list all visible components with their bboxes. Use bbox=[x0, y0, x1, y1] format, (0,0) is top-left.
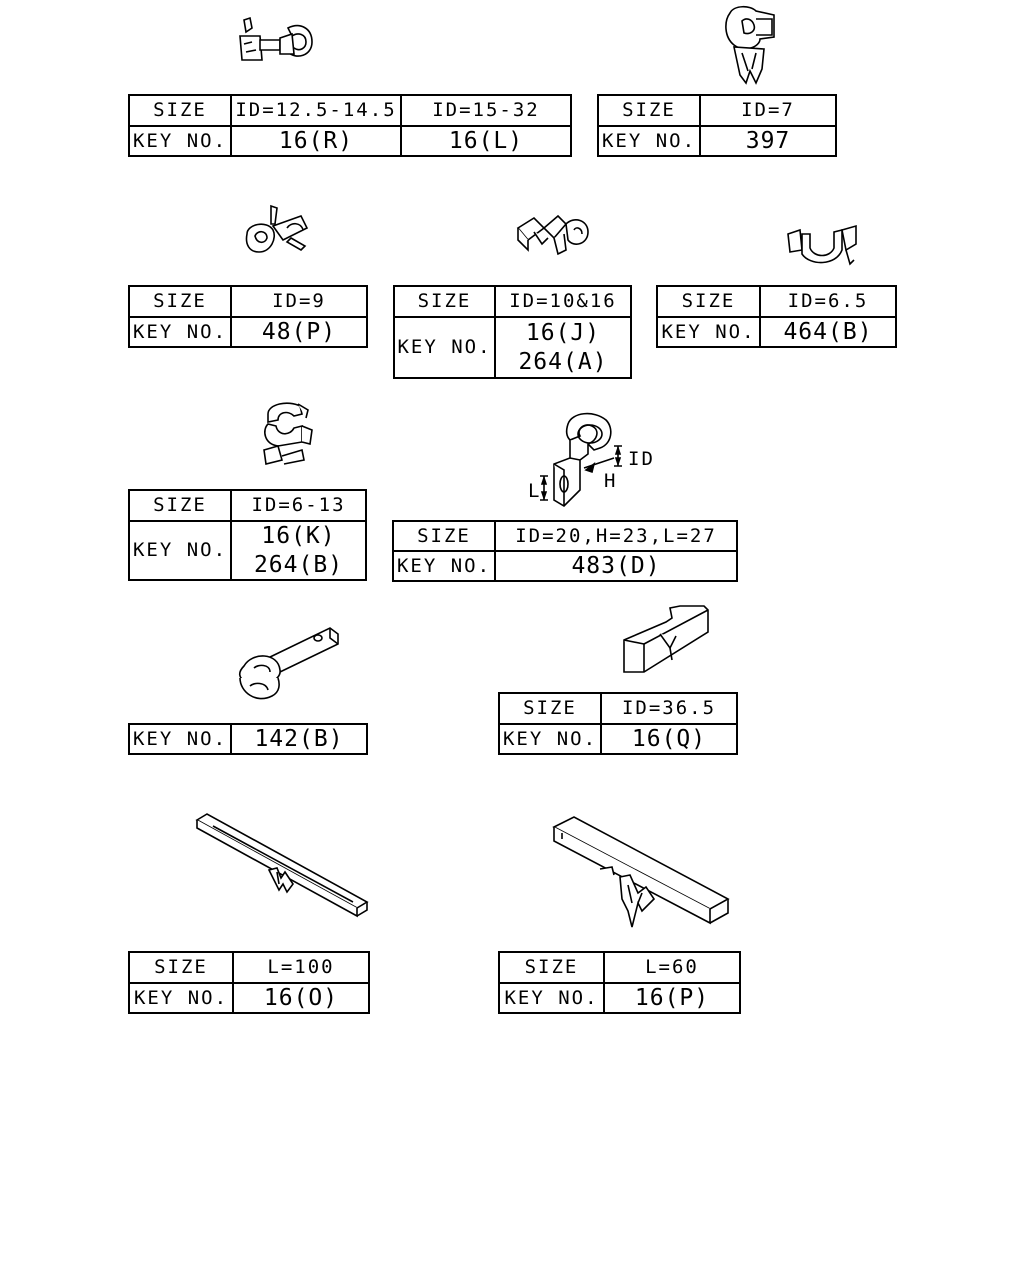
key-no-label: KEY NO. bbox=[129, 126, 231, 156]
key-no-value: 16(L) bbox=[401, 126, 571, 156]
dimension-label-id: ID bbox=[628, 448, 655, 470]
size-value: ID=15-32 bbox=[401, 95, 571, 126]
double-hose-clip-icon bbox=[514, 210, 592, 258]
key-no-label: KEY NO. bbox=[657, 317, 760, 347]
key-no-value: 16(P) bbox=[604, 983, 740, 1013]
size-value: ID=36.5 bbox=[601, 693, 737, 724]
size-value: L=60 bbox=[604, 952, 740, 983]
key-no-value: 264(A) bbox=[518, 348, 608, 375]
key-no-value: 483(D) bbox=[495, 551, 737, 581]
key-no-value: 264(B) bbox=[253, 551, 344, 578]
key-no-value: 464(B) bbox=[760, 317, 896, 347]
dimension-label-l: L bbox=[528, 480, 542, 502]
key-no-label: KEY NO. bbox=[394, 317, 495, 378]
part-table-9 bbox=[498, 692, 738, 755]
size-value: ID=6-13 bbox=[231, 490, 366, 521]
key-no-value: 142(B) bbox=[231, 724, 367, 754]
size-value: ID=6.5 bbox=[760, 286, 896, 317]
push-pin-clip-icon bbox=[720, 5, 780, 83]
size-label: SIZE bbox=[598, 95, 700, 126]
key-no-values bbox=[231, 521, 366, 580]
part-table-5 bbox=[656, 285, 897, 348]
key-no-label: KEY NO. bbox=[598, 126, 700, 156]
hose-clip-icon bbox=[243, 204, 311, 260]
size-label: SIZE bbox=[129, 286, 231, 317]
size-value: ID=12.5-14.5 bbox=[231, 95, 401, 126]
size-label: SIZE bbox=[394, 286, 495, 317]
part-table-8 bbox=[128, 723, 368, 755]
size-value: L=100 bbox=[233, 952, 369, 983]
size-label: SIZE bbox=[499, 693, 601, 724]
key-no-label: KEY NO. bbox=[129, 521, 231, 580]
size-label: SIZE bbox=[129, 490, 231, 521]
part-table-6 bbox=[128, 489, 367, 581]
key-no-value: 16(Q) bbox=[601, 724, 737, 754]
long-strip-clip-icon bbox=[193, 812, 369, 916]
size-label: SIZE bbox=[129, 95, 231, 126]
hose-clip-icon bbox=[786, 220, 860, 270]
part-table-4 bbox=[393, 285, 632, 379]
part-table-1 bbox=[128, 94, 572, 157]
key-no-values bbox=[495, 317, 631, 378]
key-no-value: 397 bbox=[700, 126, 836, 156]
key-no-value: 16(R) bbox=[231, 126, 401, 156]
size-label: SIZE bbox=[657, 286, 760, 317]
part-table-2 bbox=[597, 94, 837, 157]
key-no-value: 16(K) bbox=[261, 522, 336, 549]
size-value: ID=9 bbox=[231, 286, 367, 317]
key-no-value: 48(P) bbox=[231, 317, 367, 347]
dimension-label-h: H bbox=[604, 470, 618, 492]
size-label: SIZE bbox=[129, 952, 233, 983]
key-no-label: KEY NO. bbox=[393, 551, 495, 581]
size-value: ID=20,H=23,L=27 bbox=[495, 521, 737, 551]
key-no-label: KEY NO. bbox=[499, 983, 604, 1013]
part-table-11 bbox=[498, 951, 741, 1014]
part-table-3 bbox=[128, 285, 368, 348]
part-table-10 bbox=[128, 951, 370, 1014]
key-no-label: KEY NO. bbox=[499, 724, 601, 754]
key-no-label: KEY NO. bbox=[129, 317, 231, 347]
block-clip-icon bbox=[620, 604, 712, 678]
key-no-label: KEY NO. bbox=[129, 983, 233, 1013]
key-no-label: KEY NO. bbox=[129, 724, 231, 754]
size-value: ID=7 bbox=[700, 95, 836, 126]
key-no-value: 16(J) bbox=[525, 319, 601, 346]
size-value: ID=10&16 bbox=[495, 286, 631, 317]
key-no-value: 16(O) bbox=[233, 983, 369, 1013]
hose-clip-icon bbox=[236, 14, 318, 66]
part-table-7 bbox=[392, 520, 738, 582]
size-label: SIZE bbox=[499, 952, 604, 983]
strap-clamp-icon bbox=[234, 622, 344, 706]
size-label: SIZE bbox=[393, 521, 495, 551]
short-strip-clip-icon bbox=[550, 815, 730, 931]
stacked-hose-clip-icon bbox=[258, 400, 316, 468]
